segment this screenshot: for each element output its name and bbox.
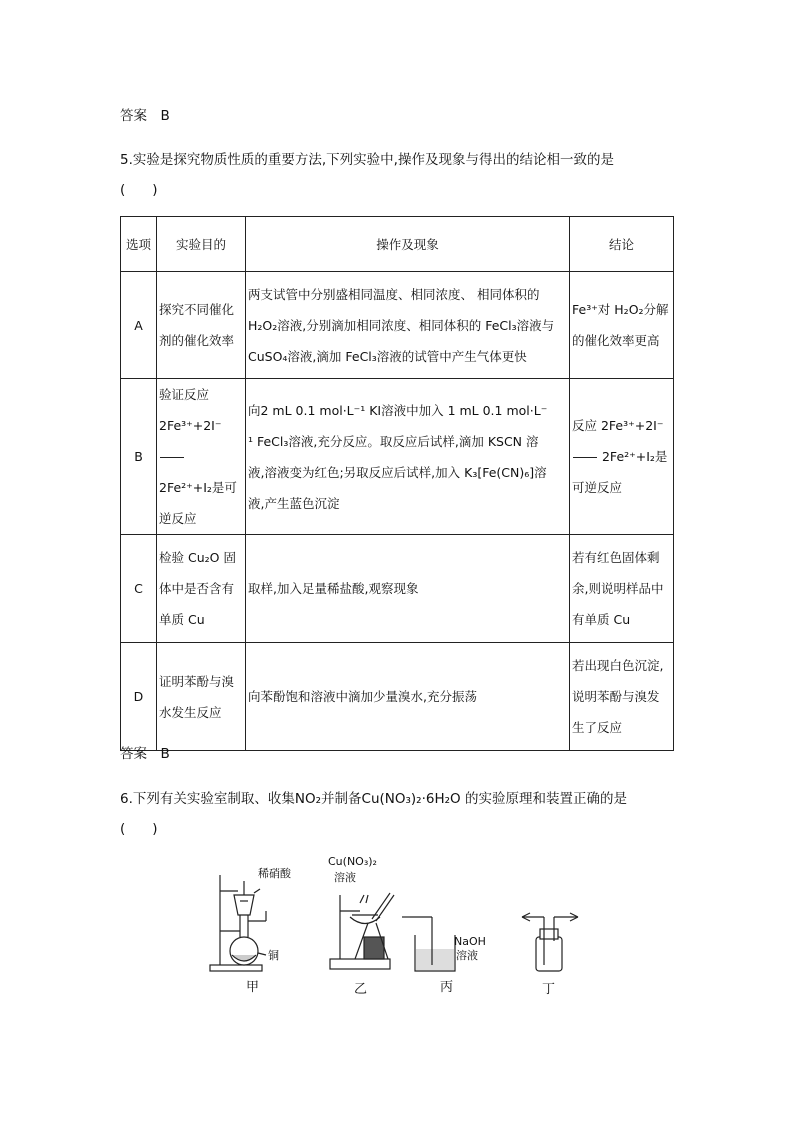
operation-cell: 两支试管中分别盛相同温度、相同浓度、 相同体积的 H₂O₂溶液,分别滴加相同浓度、相同体积的 FeCl₃溶液与 CuSO₄溶液,滴加 FeCl₃溶液的试管中产生气体更快 <box>246 272 570 379</box>
question-5-answer: 答案 B <box>120 746 170 762</box>
apparatus-bing <box>402 917 455 971</box>
question-6-paren: ( ) <box>120 821 158 837</box>
operation-cell: 取样,加入足量稀盐酸,观察现象 <box>246 535 570 643</box>
conclusion-cell: 若有红色固体剩 余,则说明样品中 有单质 Cu <box>570 535 674 643</box>
apparatus-figure <box>200 855 600 1000</box>
label-bing: 丙 <box>440 980 454 995</box>
header-conclusion: 结论 <box>570 217 674 272</box>
table-row <box>121 535 674 643</box>
label-naoh-line2: 溶液 <box>456 949 478 962</box>
reversible-arrow-icon <box>573 457 597 458</box>
table-row <box>121 643 674 751</box>
label-cu-nitrate-line2: 溶液 <box>334 871 356 884</box>
conclusion-cell: Fe³⁺对 H₂O₂分解 的催化效率更高 <box>570 272 674 379</box>
operation-cell: 向苯酚饱和溶液中滴加少量溴水,充分振荡 <box>246 643 570 751</box>
option-label: A <box>121 272 157 379</box>
question-5-stem: 5.实验是探究物质性质的重要方法,下列实验中,操作及现象与得出的结论相一致的是 <box>120 152 614 168</box>
apparatus-ding <box>522 913 578 971</box>
option-label: D <box>121 643 157 751</box>
table-row <box>121 379 674 535</box>
label-copper: 铜 <box>268 949 279 962</box>
reversible-arrow-icon <box>160 457 184 458</box>
question-5-table <box>120 216 674 751</box>
purpose-cell: 探究不同催化 剂的催化效率 <box>157 272 246 379</box>
label-naoh-line1: NaOH <box>454 935 486 948</box>
label-jia: 甲 <box>246 980 260 995</box>
label-dilute-nitric-acid: 稀硝酸 <box>258 867 291 880</box>
purpose-cell: 检验 Cu₂O 固 体中是否含有 单质 Cu <box>157 535 246 643</box>
header-option: 选项 <box>121 217 157 272</box>
previous-answer: 答案 B <box>120 108 170 124</box>
table-header-row <box>121 217 674 272</box>
label-yi: 乙 <box>354 982 368 997</box>
header-purpose: 实验目的 <box>157 217 246 272</box>
option-label: B <box>121 379 157 535</box>
option-label: C <box>121 535 157 643</box>
label-cu-nitrate-line1: Cu(NO₃)₂ <box>328 855 377 868</box>
purpose-cell: 证明苯酚与溴 水发生反应 <box>157 643 246 751</box>
table-row <box>121 272 674 379</box>
conclusion-cell: 若出现白色沉淀, 说明苯酚与溴发 生了反应 <box>570 643 674 751</box>
header-operation: 操作及现象 <box>246 217 570 272</box>
question-5-paren: ( ) <box>120 182 158 198</box>
apparatus-jia <box>210 875 266 971</box>
conclusion-cell: 反应 2Fe³⁺+2I⁻ 2Fe²⁺+I₂是 可逆反应 <box>570 379 674 535</box>
question-6-stem: 6.下列有关实验室制取、收集NO₂并制备Cu(NO₃)₂·6H₂O 的实验原理和装置正确的是 <box>120 791 627 807</box>
purpose-cell: 验证反应 2Fe³⁺+2I⁻ 2Fe²⁺+I₂是可 逆反应 <box>157 379 246 535</box>
operation-cell: 向2 mL 0.1 mol·L⁻¹ KI溶液中加入 1 mL 0.1 mol·L⁻ ¹ FeCl₃溶液,充分反应。取反应后试样,滴加 KSCN 溶 液,溶液变为红色;另取反应后试样,加入 K₃[Fe(CN)₆]溶 液,产生蓝色沉淀 <box>246 379 570 535</box>
label-ding: 丁 <box>542 982 556 997</box>
apparatus-yi <box>330 893 394 969</box>
